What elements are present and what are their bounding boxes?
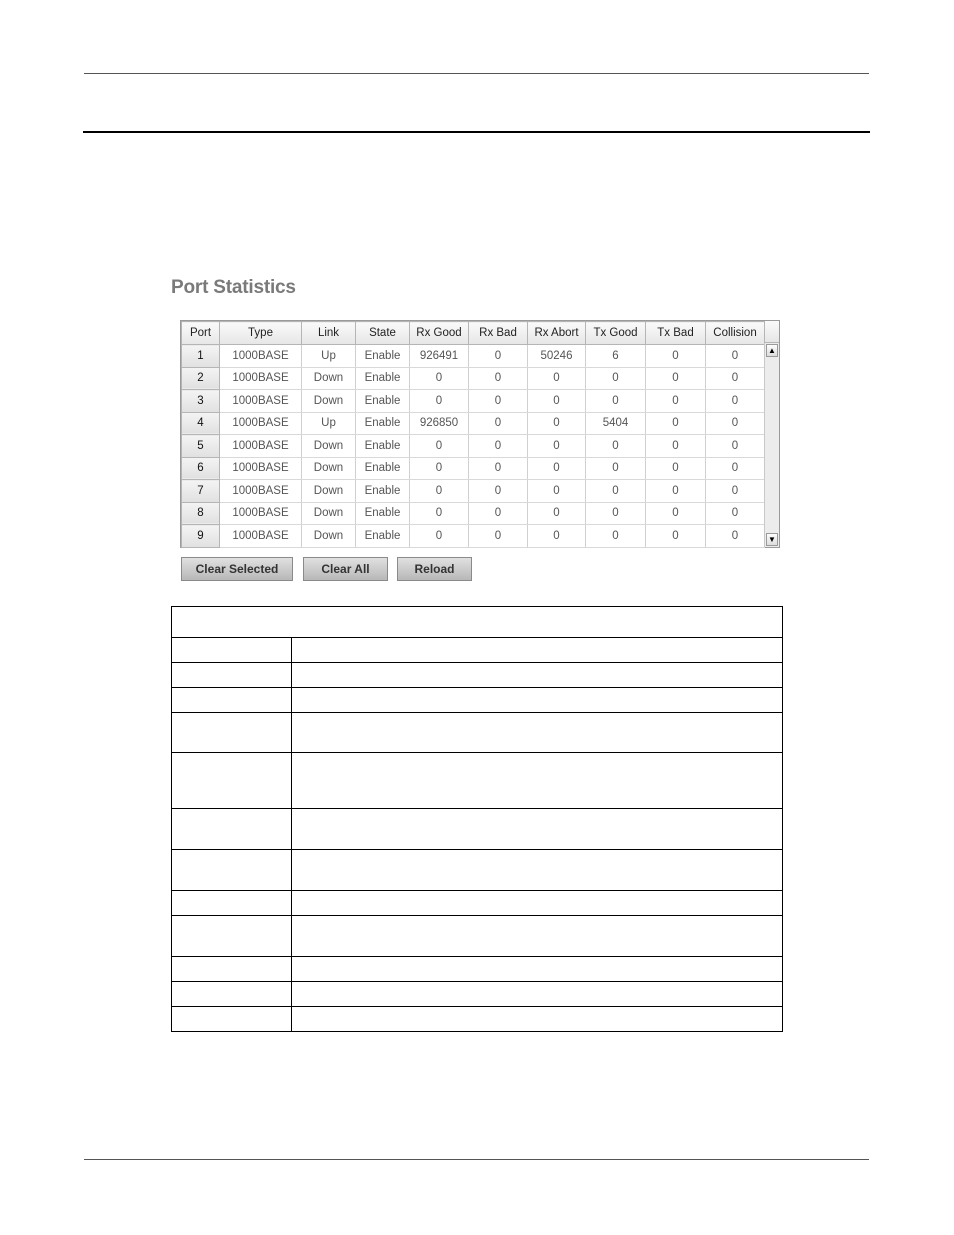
port-statistics-grid <box>180 320 780 548</box>
section-rule <box>83 131 870 133</box>
clear-selected-button[interactable]: Clear Selected <box>181 557 293 581</box>
cell-rx-abort: 0 <box>528 502 586 525</box>
cell-collision: 0 <box>706 525 765 548</box>
table-row[interactable] <box>182 435 765 458</box>
table-row[interactable] <box>182 457 765 480</box>
description-row <box>172 982 783 1007</box>
cell-collision: 0 <box>706 412 765 435</box>
table-row[interactable] <box>182 525 765 548</box>
cell-rx-bad: 0 <box>469 457 528 480</box>
column-header-collision[interactable]: Collision <box>706 322 765 345</box>
reload-button[interactable]: Reload <box>397 557 472 581</box>
cell-port: 4 <box>182 412 220 435</box>
cell-link: Down <box>302 367 356 390</box>
cell-rx-abort: 0 <box>528 390 586 413</box>
cell-state: Enable <box>356 345 410 368</box>
table-header-row <box>182 322 765 345</box>
column-header-rx-abort[interactable]: Rx Abort <box>528 322 586 345</box>
cell-port: 6 <box>182 457 220 480</box>
cell-rx-good: 0 <box>410 367 469 390</box>
cell-rx-good: 926491 <box>410 345 469 368</box>
page-title: Port Statistics <box>171 277 296 298</box>
header-rule <box>84 73 869 74</box>
cell-collision: 0 <box>706 367 765 390</box>
cell-rx-good: 0 <box>410 502 469 525</box>
cell-rx-abort: 0 <box>528 435 586 458</box>
cell-tx-bad: 0 <box>646 457 706 480</box>
cell-type: 1000BASE <box>220 502 302 525</box>
cell-rx-abort: 50246 <box>528 345 586 368</box>
cell-tx-bad: 0 <box>646 480 706 503</box>
cell-link: Down <box>302 435 356 458</box>
cell-port: 7 <box>182 480 220 503</box>
column-header-link[interactable]: Link <box>302 322 356 345</box>
cell-rx-good: 0 <box>410 525 469 548</box>
cell-tx-bad: 0 <box>646 412 706 435</box>
description-row <box>172 638 783 663</box>
cell-state: Enable <box>356 367 410 390</box>
cell-collision: 0 <box>706 345 765 368</box>
cell-rx-good: 0 <box>410 390 469 413</box>
description-row <box>172 688 783 713</box>
description-table <box>171 606 783 1032</box>
description-table-header <box>172 607 783 638</box>
cell-port: 1 <box>182 345 220 368</box>
column-header-rx-good[interactable]: Rx Good <box>410 322 469 345</box>
cell-state: Enable <box>356 525 410 548</box>
column-header-state[interactable]: State <box>356 322 410 345</box>
vertical-scrollbar[interactable] <box>764 343 779 547</box>
cell-rx-bad: 0 <box>469 525 528 548</box>
cell-collision: 0 <box>706 457 765 480</box>
table-row[interactable] <box>182 390 765 413</box>
cell-type: 1000BASE <box>220 435 302 458</box>
cell-tx-good: 0 <box>586 502 646 525</box>
port-statistics-table <box>181 321 765 548</box>
cell-rx-abort: 0 <box>528 525 586 548</box>
cell-rx-bad: 0 <box>469 502 528 525</box>
cell-tx-bad: 0 <box>646 525 706 548</box>
column-header-port[interactable]: Port <box>182 322 220 345</box>
cell-type: 1000BASE <box>220 525 302 548</box>
cell-tx-good: 0 <box>586 480 646 503</box>
footer-rule <box>84 1159 869 1160</box>
cell-link: Down <box>302 390 356 413</box>
column-header-tx-good[interactable]: Tx Good <box>586 322 646 345</box>
cell-rx-bad: 0 <box>469 435 528 458</box>
cell-state: Enable <box>356 502 410 525</box>
cell-state: Enable <box>356 480 410 503</box>
cell-port: 9 <box>182 525 220 548</box>
cell-link: Up <box>302 412 356 435</box>
cell-rx-bad: 0 <box>469 412 528 435</box>
cell-rx-abort: 0 <box>528 480 586 503</box>
cell-type: 1000BASE <box>220 367 302 390</box>
cell-rx-good: 0 <box>410 457 469 480</box>
cell-port: 2 <box>182 367 220 390</box>
cell-type: 1000BASE <box>220 345 302 368</box>
column-header-type[interactable]: Type <box>220 322 302 345</box>
cell-tx-good: 0 <box>586 390 646 413</box>
cell-type: 1000BASE <box>220 480 302 503</box>
table-row[interactable] <box>182 367 765 390</box>
cell-link: Up <box>302 345 356 368</box>
cell-tx-bad: 0 <box>646 345 706 368</box>
cell-rx-abort: 0 <box>528 412 586 435</box>
cell-collision: 0 <box>706 480 765 503</box>
column-header-rx-bad[interactable]: Rx Bad <box>469 322 528 345</box>
cell-tx-good: 5404 <box>586 412 646 435</box>
description-row <box>172 713 783 753</box>
cell-tx-bad: 0 <box>646 435 706 458</box>
cell-type: 1000BASE <box>220 457 302 480</box>
cell-link: Down <box>302 480 356 503</box>
scroll-up-arrow-icon[interactable]: ▲ <box>766 344 778 357</box>
cell-state: Enable <box>356 390 410 413</box>
description-row <box>172 1007 783 1032</box>
description-row <box>172 916 783 957</box>
cell-type: 1000BASE <box>220 412 302 435</box>
cell-rx-abort: 0 <box>528 457 586 480</box>
table-row[interactable] <box>182 412 765 435</box>
cell-link: Down <box>302 502 356 525</box>
clear-all-button[interactable]: Clear All <box>303 557 388 581</box>
cell-rx-bad: 0 <box>469 367 528 390</box>
cell-state: Enable <box>356 457 410 480</box>
cell-tx-good: 0 <box>586 525 646 548</box>
cell-rx-good: 0 <box>410 435 469 458</box>
cell-tx-good: 0 <box>586 457 646 480</box>
cell-rx-bad: 0 <box>469 345 528 368</box>
cell-port: 3 <box>182 390 220 413</box>
column-header-tx-bad[interactable]: Tx Bad <box>646 322 706 345</box>
cell-tx-bad: 0 <box>646 367 706 390</box>
table-row[interactable] <box>182 345 765 368</box>
cell-state: Enable <box>356 412 410 435</box>
cell-rx-bad: 0 <box>469 390 528 413</box>
cell-rx-abort: 0 <box>528 367 586 390</box>
cell-collision: 0 <box>706 502 765 525</box>
cell-tx-bad: 0 <box>646 502 706 525</box>
cell-port: 5 <box>182 435 220 458</box>
description-row <box>172 891 783 916</box>
cell-tx-good: 0 <box>586 367 646 390</box>
cell-port: 8 <box>182 502 220 525</box>
description-row <box>172 957 783 982</box>
cell-state: Enable <box>356 435 410 458</box>
description-row <box>172 850 783 891</box>
cell-tx-good: 6 <box>586 345 646 368</box>
table-row[interactable] <box>182 502 765 525</box>
cell-tx-good: 0 <box>586 435 646 458</box>
scroll-down-arrow-icon[interactable]: ▼ <box>766 533 778 546</box>
cell-collision: 0 <box>706 435 765 458</box>
scrollbar-header-corner <box>764 321 779 343</box>
cell-link: Down <box>302 525 356 548</box>
cell-rx-good: 926850 <box>410 412 469 435</box>
cell-rx-bad: 0 <box>469 480 528 503</box>
description-row <box>172 809 783 850</box>
cell-link: Down <box>302 457 356 480</box>
cell-rx-good: 0 <box>410 480 469 503</box>
cell-tx-bad: 0 <box>646 390 706 413</box>
cell-collision: 0 <box>706 390 765 413</box>
description-row <box>172 663 783 688</box>
description-row <box>172 753 783 809</box>
cell-type: 1000BASE <box>220 390 302 413</box>
table-row[interactable] <box>182 480 765 503</box>
